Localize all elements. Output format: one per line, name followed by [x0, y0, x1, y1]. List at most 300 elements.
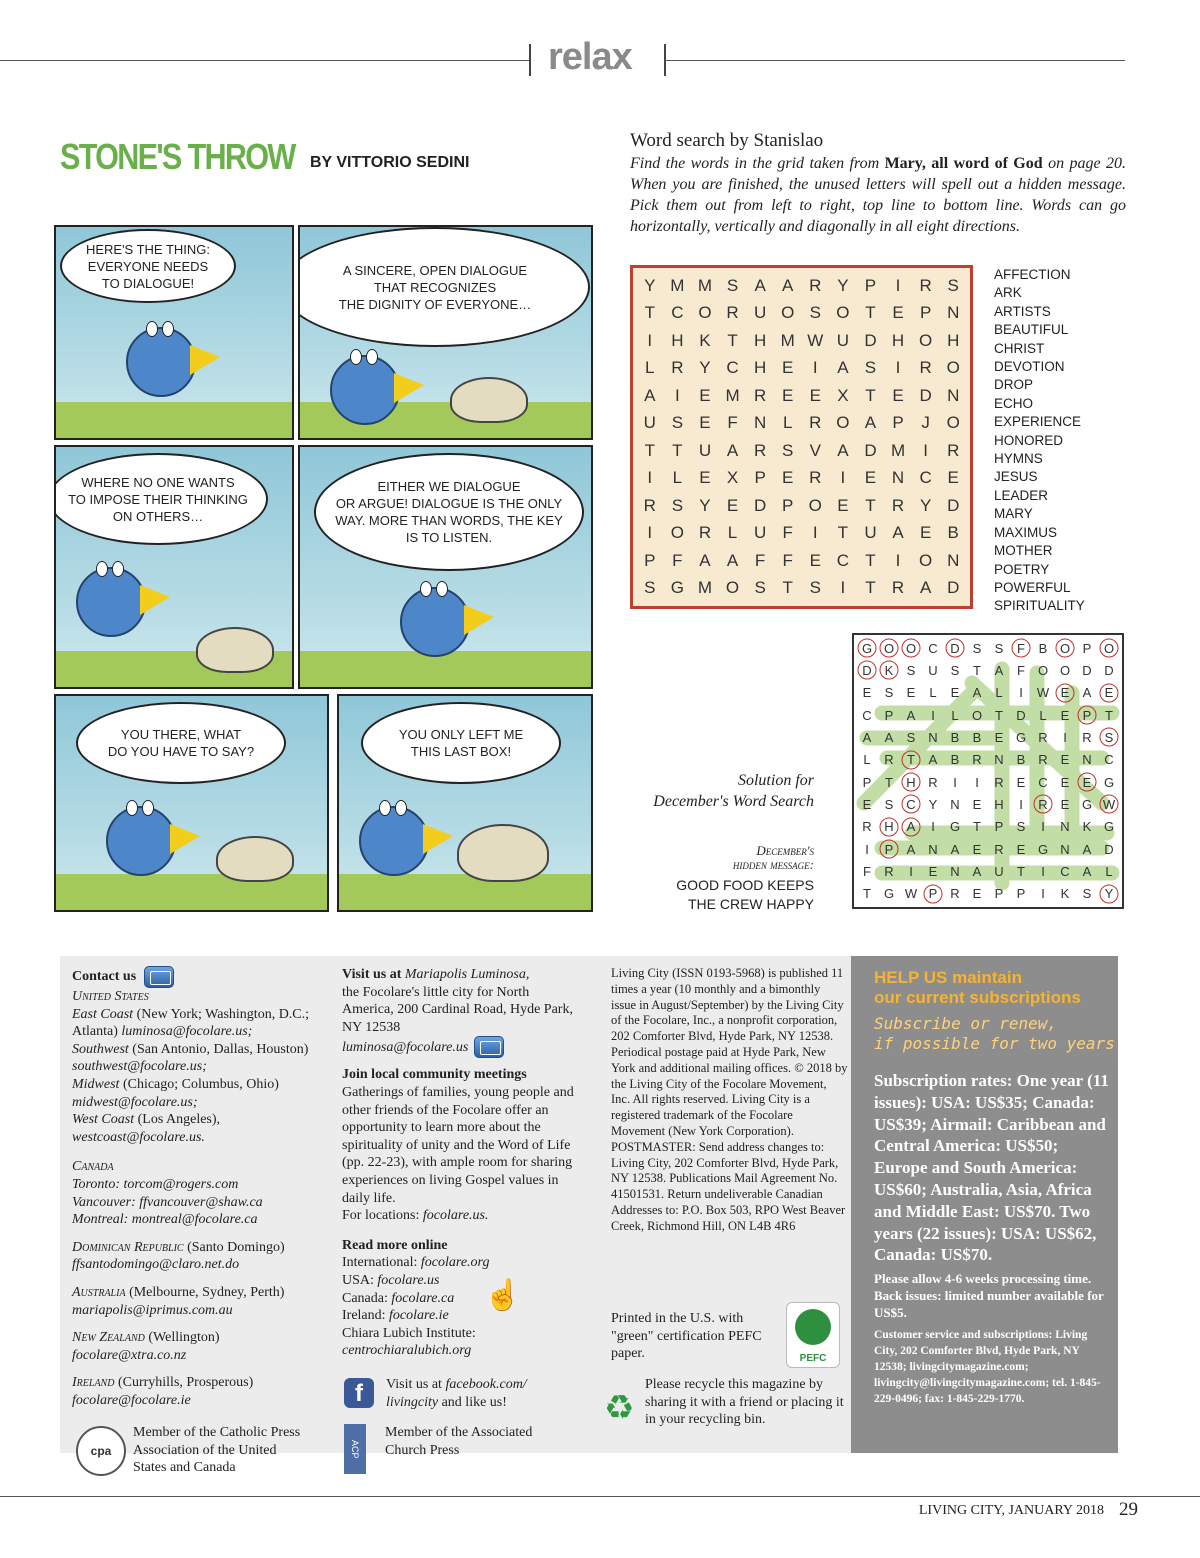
bird-character [330, 355, 400, 425]
grid-letter: R [753, 440, 767, 460]
solution-letter: G [856, 637, 878, 659]
grid-letter: T [644, 440, 655, 460]
grid-letter: A [892, 523, 904, 543]
solution-letter: E [1098, 682, 1120, 704]
solution-letter: P [994, 819, 1004, 835]
grid-letter: C [671, 303, 684, 323]
email-icon [474, 1036, 504, 1058]
acp-membership: Member of the Associated Church Press [385, 1425, 533, 1458]
stone-character [450, 377, 528, 423]
grid-letter: P [782, 495, 794, 515]
solution-grid [852, 633, 1124, 909]
grid-letter: B [947, 523, 959, 543]
grid-letter: P [644, 550, 656, 570]
contact-column: Contact us United States East Coast (New York; Washington, D.C.; Atlanta) luminosa@focolare.us; Southwest (San Antonio, Dallas, Houston) southwest@focolare.us; Midwest (Chicago; Columbus, Ohio) midwest@focolare.us; West Coast (Los Angeles), westcoast@focolare.us. Canada Toronto: torcom@rogers.com Vancouver: ffvancouver@shaw.ca Montreal: montreal@focolare.ca Dominican Republic (Santo Domingo) ffsantodomingo@claro.net.do Australia (Melbourne, Sydney, Perth) mariapolis@iprimus.com.au New Zealand (Wellington) focolare@xtra.co.nz Ireland (Curryhills, Prosperous) focolare@focolare.ie [72, 966, 322, 1409]
solution-letter: A [900, 816, 922, 838]
solution-letter: O [1098, 637, 1120, 659]
grid-letter: M [697, 275, 713, 295]
email-link[interactable]: mariapolis@iprimus.com.au [72, 1302, 233, 1318]
grid-letter: I [675, 385, 680, 405]
solution-letter: S [950, 662, 960, 678]
locations-link[interactable]: focolare.us. [422, 1208, 489, 1224]
grid-letter: U [864, 523, 877, 543]
grid-letter: E [919, 523, 932, 543]
speech-balloon: YOU ONLY LEFT ME THIS LAST BOX! [361, 702, 561, 784]
comic-panel-3 [54, 445, 294, 689]
contact-heading: Contact us [72, 969, 137, 985]
solution-letter: R [1038, 752, 1048, 768]
solution-letter: L [951, 707, 959, 723]
grid-letter: I [895, 275, 901, 295]
grid-letter: D [947, 578, 960, 598]
grid-letter: T [865, 385, 876, 405]
grid-letter: A [864, 413, 877, 433]
grid-letter: U [698, 440, 712, 460]
word-list-item: CHRIST [994, 340, 1045, 356]
grid-letter: A [644, 385, 656, 405]
contact-westcoast: West Coast (Los Angeles), westcoast@focolare.us. [72, 1112, 221, 1145]
grid-letter: Y [699, 358, 711, 378]
solution-letter: E [972, 841, 982, 857]
word-list-item: MAXIMUS [994, 524, 1058, 540]
grid-letter: D [864, 440, 877, 460]
word-list-item: SPIRITUALITY [994, 598, 1085, 614]
grid-letter: E [699, 468, 711, 488]
solution-letter: H [900, 771, 922, 793]
solution-letter: P [1076, 704, 1098, 726]
word-list-item: DROP [994, 377, 1034, 393]
email-link[interactable]: : ffvancouver@shaw.ca [131, 1194, 263, 1210]
solution-letter: C [1060, 863, 1070, 879]
solution-letter: I [1041, 886, 1045, 902]
solution-letter: P [922, 883, 944, 905]
solution-letter: A [1082, 841, 1092, 857]
solution-letter: S [994, 640, 1004, 656]
solution-letter: T [1017, 863, 1025, 879]
grid-letter: D [864, 330, 877, 350]
grid-letter: R [809, 413, 822, 433]
grid-letter: E [699, 413, 711, 433]
solution-letter: L [995, 685, 1003, 701]
header-rule-right [665, 60, 1125, 61]
grid-letter: A [726, 550, 739, 570]
solution-letter: O [1037, 662, 1049, 678]
solution-letter: K [1060, 886, 1070, 902]
link-focolare-us[interactable]: focolare.us [377, 1272, 440, 1288]
speech-balloon: WHERE NO ONE WANTS TO IMPOSE THEIR THINKING ON OTHERS… [54, 453, 268, 545]
solution-letter: A [906, 707, 916, 723]
wordsearch-word-list [994, 266, 1085, 616]
grid-letter: K [699, 330, 711, 350]
solution-letter: R [1032, 793, 1054, 815]
solution-letter: E [972, 886, 982, 902]
grid-letter: R [753, 385, 767, 405]
grid-letter: L [727, 523, 738, 543]
grid-letter: R [643, 495, 656, 515]
grid-letter: T [865, 578, 876, 598]
email-link[interactable]: : montreal@focolare.ca [123, 1212, 258, 1228]
grid-letter: C [836, 550, 849, 570]
grid-letter: I [647, 468, 653, 488]
solution-letter: N [1060, 841, 1070, 857]
grid-letter: A [837, 358, 849, 378]
solution-letter: E [1076, 771, 1098, 793]
meetings-heading: Join local community meetings [342, 1067, 527, 1083]
word-list-item: POETRY [994, 561, 1050, 577]
grid-letter: N [891, 468, 905, 488]
visit-column: Visit us at Mariapolis Luminosa, the Focolare's little city for North America, 200 Cardinal Road, Hyde Park, NY 12538 luminosa@focolare.us Join local community meetings Gatherings of families, young people and other friends of the Focolare offer an opportunity to learn more about the spirituality of unity and the Word of Life (pp. 22-23), with ample room for sharing experiences on living Gospel values in daily life. For locations: focolare.us. Read more online International: focolare.org USA: focolare.us Canada: focolare.ca Ireland: focolare.ie Chiara Lubich Institute: centrochiaralubich.org [342, 967, 574, 1359]
solution-letter: G [1015, 729, 1027, 745]
solution-letter: N [994, 752, 1004, 768]
grid-letter: S [864, 358, 877, 378]
grid-letter: M [670, 275, 685, 295]
grid-letter: E [782, 468, 794, 488]
grid-letter: M [697, 578, 713, 598]
grid-letter: M [780, 330, 795, 350]
bird-character [76, 567, 146, 637]
solution-letter: E [1054, 682, 1076, 704]
solution-letter: O [878, 637, 900, 659]
email-link[interactable]: focolare@focolare.ie [72, 1392, 191, 1408]
grid-letter: E [892, 385, 904, 405]
solution-letter: A [972, 685, 982, 701]
solution-letter: T [995, 707, 1003, 723]
solution-letter: F [1017, 662, 1025, 678]
solution-letter: T [973, 662, 981, 678]
solution-letter: P [862, 774, 872, 790]
wordsearch-grid [630, 265, 973, 609]
grid-letter: I [647, 330, 653, 350]
solution-letter: B [1016, 752, 1026, 768]
solution-letter: C [862, 707, 872, 723]
email-link[interactable]: ffsantodomingo@claro.net.do [72, 1257, 240, 1273]
grid-letter: R [947, 440, 960, 460]
solution-letter: I [931, 819, 935, 835]
grid-letter: T [837, 523, 849, 543]
solution-letter: I [1041, 863, 1045, 879]
solution-letter: K [1082, 819, 1092, 835]
grid-letter: H [947, 330, 960, 350]
solution-letter: B [950, 752, 960, 768]
solution-letter: P [1082, 640, 1092, 656]
grid-letter: T [865, 303, 876, 323]
grid-letter: R [698, 523, 712, 543]
solution-letter: B [972, 729, 982, 745]
grid-letter: P [919, 303, 932, 323]
grid-letter: I [895, 358, 901, 378]
solution-letter: A [862, 729, 872, 745]
solution-letter: A [884, 729, 894, 745]
solution-letter: L [1105, 863, 1113, 879]
grid-letter: M [890, 440, 906, 460]
solution-letter: D [856, 659, 878, 681]
grid-letter: E [726, 495, 739, 515]
grid-letter: E [782, 385, 794, 405]
grid-letter: A [754, 275, 766, 295]
link-focolare-ie[interactable]: focolare.ie [389, 1308, 449, 1324]
grid-letter: O [698, 303, 712, 323]
solution-letter: N [928, 729, 938, 745]
solution-letter: I [931, 707, 935, 723]
word-list-item: MARY [994, 506, 1033, 522]
speech-balloon: HERE'S THE THING: EVERYONE NEEDS TO DIALOGUE! [60, 229, 236, 303]
grass [56, 874, 327, 910]
solution-letter: K [878, 659, 900, 681]
solution-letter: S [884, 685, 894, 701]
grid-letter: T [644, 303, 655, 323]
hidden-message-label: December's hidden message: [732, 843, 814, 872]
solution-letter: O [971, 707, 983, 723]
grid-letter: F [754, 550, 766, 570]
header-rule-left [0, 60, 530, 61]
solution-letter: G [1103, 819, 1115, 835]
cpa-logo: cpa [76, 1426, 126, 1476]
online-heading: Read more online [342, 1237, 448, 1253]
hidden-message: GOOD FOOD KEEPS THE CREW HAPPY [676, 877, 814, 912]
grid-letter: D [919, 385, 932, 405]
solution-letter: I [1041, 819, 1045, 835]
email-link[interactable]: luminosa@focolare.us [342, 1039, 469, 1055]
grid-letter: N [947, 550, 960, 570]
solution-letter: B [1038, 640, 1048, 656]
speech-balloon: A SINCERE, OPEN DIALOGUE THAT RECOGNIZES THE DIGNITY OF EVERYONE… [298, 227, 590, 347]
grid-letter: X [726, 468, 739, 488]
grid-letter: O [836, 303, 850, 323]
pointer-hand-icon: ☝ [484, 1279, 522, 1312]
grid-letter: I [647, 523, 653, 543]
solution-letter: P [994, 886, 1004, 902]
grid-letter: C [919, 468, 932, 488]
solution-letter: G [1103, 774, 1115, 790]
email-link[interactable]: southwest@focolare.us; [72, 1059, 207, 1075]
solution-letter: H [878, 816, 900, 838]
link-chiara-lubich[interactable]: centrochiaralubich.org [342, 1343, 472, 1359]
grid-letter: L [782, 413, 793, 433]
solution-letter: I [1019, 685, 1023, 701]
grid-letter: X [837, 385, 849, 405]
grass [56, 402, 292, 438]
grid-letter: H [753, 358, 767, 378]
solution-letter: Y [1098, 883, 1120, 905]
link-focolare-ca[interactable]: focolare.ca [391, 1290, 455, 1306]
email-link[interactable]: luminosa@focolare.us; [121, 1024, 253, 1040]
grid-letter: S [671, 495, 684, 515]
grid-letter: A [726, 440, 739, 460]
solution-letter: R [884, 863, 894, 879]
word-list-item: EXPERIENCE [994, 414, 1082, 430]
solution-label: Solution for December's Word Search [653, 772, 814, 810]
solution-letter: N [928, 841, 938, 857]
email-link[interactable]: focolare@xtra.co.nz [72, 1347, 187, 1363]
speech-balloon: EITHER WE DIALOGUE OR ARGUE! DIALOGUE IS THE ONLY WAY. MORE THAN WORDS, THE KEY IS TO LISTEN. [314, 453, 584, 571]
word-list-item: MOTHER [994, 543, 1053, 559]
grid-letter: P [864, 275, 877, 295]
pefc-logo: PEFC [786, 1302, 840, 1368]
link-focolare-org[interactable]: focolare.org [420, 1255, 490, 1271]
cpa-membership: Member of the Catholic Press Association of the United States and Canada [133, 1425, 301, 1476]
grid-letter: E [699, 385, 711, 405]
grid-letter: S [671, 413, 684, 433]
grid-letter: Y [699, 495, 711, 515]
solution-letter: N [1060, 819, 1070, 835]
grid-letter: T [865, 550, 876, 570]
grid-letter: R [809, 275, 822, 295]
contact-southwest: Southwest (San Antonio, Dallas, Houston) southwest@focolare.us; [72, 1041, 309, 1075]
solution-letter: R [950, 886, 960, 902]
grid-letter: D [753, 495, 767, 515]
grid-letter: O [836, 413, 850, 433]
solution-letter: R [884, 752, 894, 768]
grid-letter: V [809, 440, 821, 460]
solution-letter: F [1010, 637, 1032, 659]
grid-letter: Y [837, 275, 849, 295]
solution-letter: P [878, 838, 900, 860]
solution-letter: R [862, 819, 872, 835]
section-title: relax [548, 36, 632, 78]
solution-letter: E [1016, 841, 1026, 857]
grid-letter: R [809, 468, 822, 488]
solution-letter: I [1019, 796, 1023, 812]
grid-letter: L [645, 358, 655, 378]
solution-letter: R [994, 774, 1004, 790]
solution-letter: S [972, 640, 982, 656]
grid-letter: E [864, 468, 877, 488]
grid-letter: T [782, 578, 793, 598]
grid-letter: I [812, 358, 818, 378]
contact-east: East Coast (New York; Washington, D.C.; Atlanta) luminosa@focolare.us; [72, 1006, 310, 1040]
grid-letter: O [808, 495, 822, 515]
grid-letter: F [727, 413, 738, 433]
solution-letter: A [928, 752, 938, 768]
stone-character [457, 824, 549, 882]
grid-letter: I [812, 523, 818, 543]
word-list-item: ARTISTS [994, 303, 1051, 319]
grid-letter: E [837, 495, 849, 515]
grid-letter: P [754, 468, 766, 488]
solution-letter: R [1038, 729, 1048, 745]
recycle-note: Please recycle this magazine by sharing it with a friend or placing it in your recycling bin. [645, 1377, 844, 1428]
solution-letter: A [950, 841, 960, 857]
solution-letter: E [1060, 796, 1070, 812]
grid-letter: H [891, 330, 905, 350]
bird-character [359, 806, 429, 876]
grid-letter: T [672, 440, 683, 460]
solution-letter: I [975, 774, 979, 790]
solution-letter: H [994, 796, 1004, 812]
header-divider-left [529, 44, 531, 76]
solution-letter: G [949, 819, 961, 835]
grid-letter: I [895, 550, 901, 570]
solution-letter: U [994, 863, 1004, 879]
grid-letter: E [809, 385, 821, 405]
facebook-icon[interactable]: f [344, 1378, 374, 1408]
grid-letter: Y [644, 275, 656, 295]
solution-letter: I [1063, 729, 1067, 745]
solution-letter: A [1082, 863, 1092, 879]
grid-letter: U [753, 303, 767, 323]
solution-letter: S [906, 662, 916, 678]
word-list-item: AFFECTION [994, 267, 1071, 282]
solution-letter: I [909, 863, 913, 879]
grid-letter: R [891, 578, 905, 598]
grid-letter: A [782, 275, 794, 295]
contact-midwest: Midwest (Chicago; Columbus, Ohio) midwest@focolare.us; [72, 1076, 279, 1110]
solution-letter: L [929, 685, 937, 701]
stone-character [196, 627, 274, 673]
facebook-link[interactable]: Visit us at facebook.com/ livingcity and like us! [386, 1377, 527, 1410]
grid-letter: I [840, 578, 846, 598]
grid-letter: O [670, 523, 684, 543]
solution-letter: D [1016, 707, 1026, 723]
email-link[interactable]: : torcom@rogers.com [115, 1176, 239, 1192]
solution-letter: C [900, 793, 922, 815]
grid-letter: L [672, 468, 683, 488]
word-list-item: ARK [994, 285, 1022, 301]
grid-letter: J [921, 413, 930, 433]
grid-letter: T [865, 495, 876, 515]
word-list-item: JESUS [994, 469, 1038, 485]
grid-letter: Y [919, 495, 932, 515]
grid-letter: U [643, 413, 656, 433]
solution-letter: A [972, 863, 982, 879]
grid-letter: G [670, 578, 684, 598]
solution-letter: E [1060, 774, 1070, 790]
grid-letter: O [946, 413, 960, 433]
solution-letter: E [1016, 774, 1026, 790]
grid-letter: S [782, 440, 794, 460]
solution-letter: R [1082, 729, 1092, 745]
grid-letter: S [809, 578, 821, 598]
comic-panel-2 [298, 225, 593, 440]
grid-letter: I [923, 440, 928, 460]
word-list-item: POWERFUL [994, 579, 1071, 595]
solution-letter: E [906, 685, 916, 701]
subscription-rates: Subscription rates: One year (11 issues): USA: US$35; Canada: US$39; Airmail: Caribbean and Central America: US$50; Europe and South America: US$60; Australia, Asia, Africa and Middle East: US$70. Two years (22 issues): USA: US$62, Canada: US$70. Please allow 4-6 weeks processing time. Back issues: limited number available for US$5. Customer service and subscriptions: Living City, 202 Comforter Blvd, Hyde Park, NY 12538; livingcitymagazine.com; livingcity@livingcitymagazine.com; tel. 1-845-229-0496; fax: 1-845-229-1770. [874, 1071, 1109, 1406]
solution-letter: O [1059, 662, 1071, 678]
solution-letter: P [1016, 886, 1026, 902]
email-link[interactable]: midwest@focolare.us; [72, 1094, 198, 1110]
help-subheading: Subscribe or renew, if possible for two years [874, 1014, 1115, 1053]
solution-letter: O [900, 637, 922, 659]
grid-letter: A [699, 550, 711, 570]
solution-letter: N [1082, 752, 1092, 768]
grid-letter: M [725, 385, 740, 405]
grid-letter: O [946, 358, 960, 378]
grid-letter: S [644, 578, 656, 598]
email-link[interactable]: westcoast@focolare.us. [72, 1129, 205, 1145]
grid-letter: N [947, 303, 960, 323]
grid-letter: I [840, 468, 846, 488]
grid-letter: H [753, 330, 767, 350]
solution-letter: S [1016, 819, 1026, 835]
solution-letter: T [863, 886, 871, 902]
solution-letter: U [928, 662, 938, 678]
recycle-icon: ♻ [604, 1390, 635, 1427]
wordsearch-title: Word search by Stanislao [630, 130, 824, 151]
word-list-item: LEADER [994, 487, 1049, 503]
solution-letter: T [900, 749, 922, 771]
solution-letter: E [928, 863, 938, 879]
solution-letter: G [1037, 841, 1049, 857]
solution-letter: R [994, 841, 1004, 857]
grid-letter: O [919, 550, 933, 570]
printed-note: Printed in the U.S. with "green" certification PEFC paper. [611, 1311, 762, 1362]
solution-letter: E [950, 685, 960, 701]
solution-letter: I [953, 774, 957, 790]
grid-letter: S [754, 578, 766, 598]
grid-letter: P [892, 413, 904, 433]
word-list-item: HONORED [994, 432, 1064, 448]
